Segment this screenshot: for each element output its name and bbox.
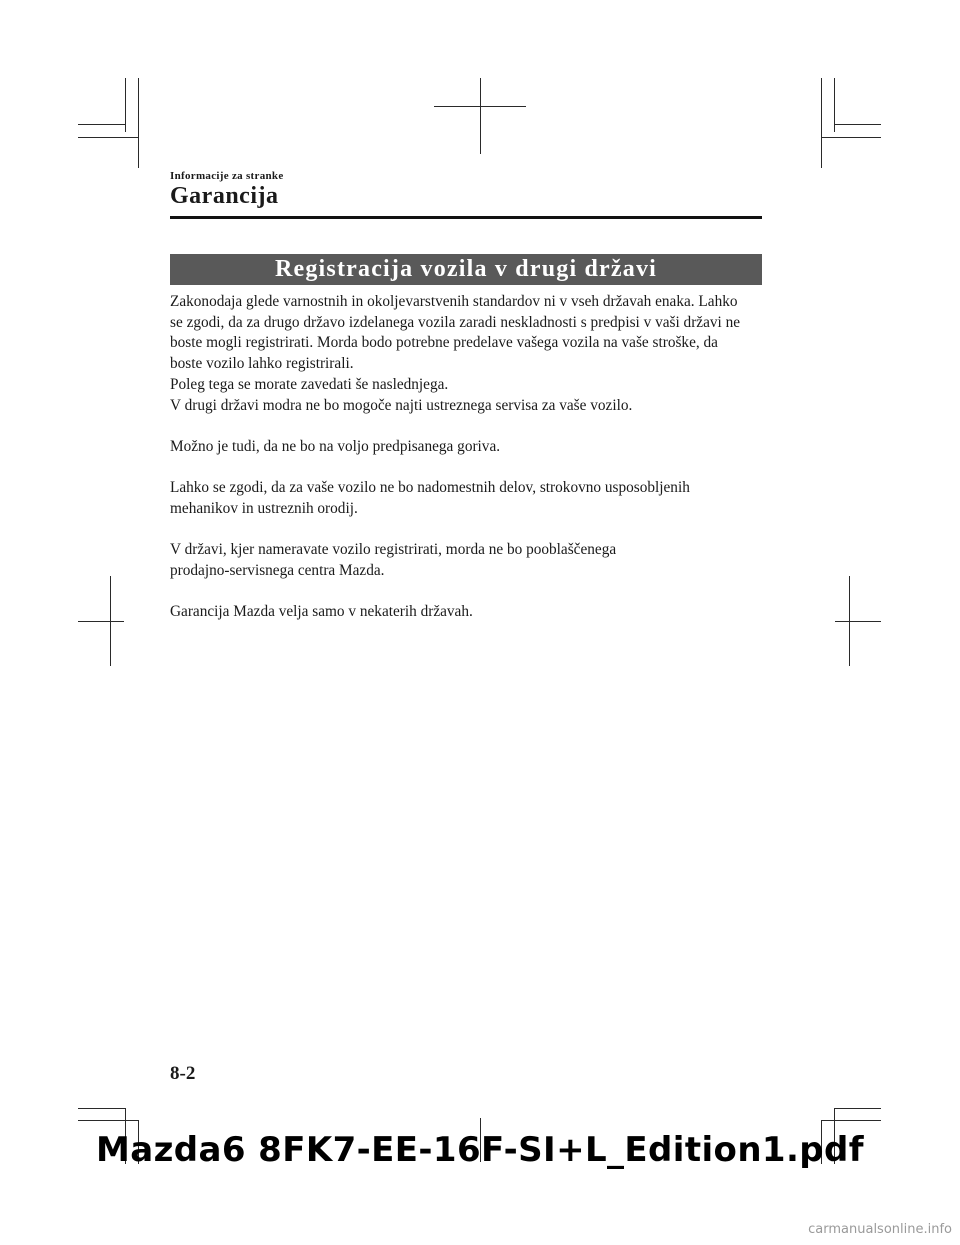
paragraph-1-line-4: boste vozilo lahko registrirali. [170, 355, 354, 373]
paragraph-1-line-5: Poleg tega se morate zavedati še naslednjega. [170, 375, 449, 393]
section-label: Informacije za stranke [170, 170, 284, 182]
section-banner: Registracija vozila v drugi državi [170, 254, 762, 285]
paragraph-1-line-1: Zakonodaja glede varnostnih in okoljevarstvenih standardov ni v vseh državah enaka. Lahko [170, 293, 738, 310]
body-text [170, 292, 770, 623]
site-watermark: carmanualsonline.info [808, 1222, 952, 1237]
paragraph-1-line-2: se zgodi, da za drugo državo izdelanega vozila zaradi neskladnosti s predpisi v vaši državi ne [170, 313, 741, 331]
title-divider [170, 216, 762, 219]
page-title: Garancija [170, 183, 279, 209]
paragraph-3-line-1: Lahko se zgodi, da za vaše vozilo ne bo nadomestnih delov, strokovno usposobljenih [170, 479, 690, 497]
page-number: 8-2 [170, 1063, 196, 1084]
paragraph-5: Garancija Mazda velja samo v nekaterih državah. [170, 603, 473, 621]
paragraph-1-line-3: boste mogli registrirati. Morda bodo potrebne predelave vašega vozila na vaše stroške, da [170, 334, 718, 352]
document-filename: Mazda6 8FK7-EE-16F-SI+L_Edition1.pdf [96, 1130, 864, 1170]
paragraph-4-line-2: prodajno-servisnega centra Mazda. [170, 562, 385, 580]
paragraph-1-line-6: V drugi državi modra ne bo mogoče najti ustreznega servisa za vaše vozilo. [170, 396, 633, 414]
paragraph-4-line-1: V državi, kjer nameravate vozilo registrirati, morda ne bo pooblaščenega [170, 541, 617, 559]
paragraph-3-line-2: mehanikov in ustreznih orodij. [170, 500, 358, 517]
paragraph-2: Možno je tudi, da ne bo na voljo predpisanega goriva. [170, 437, 501, 455]
